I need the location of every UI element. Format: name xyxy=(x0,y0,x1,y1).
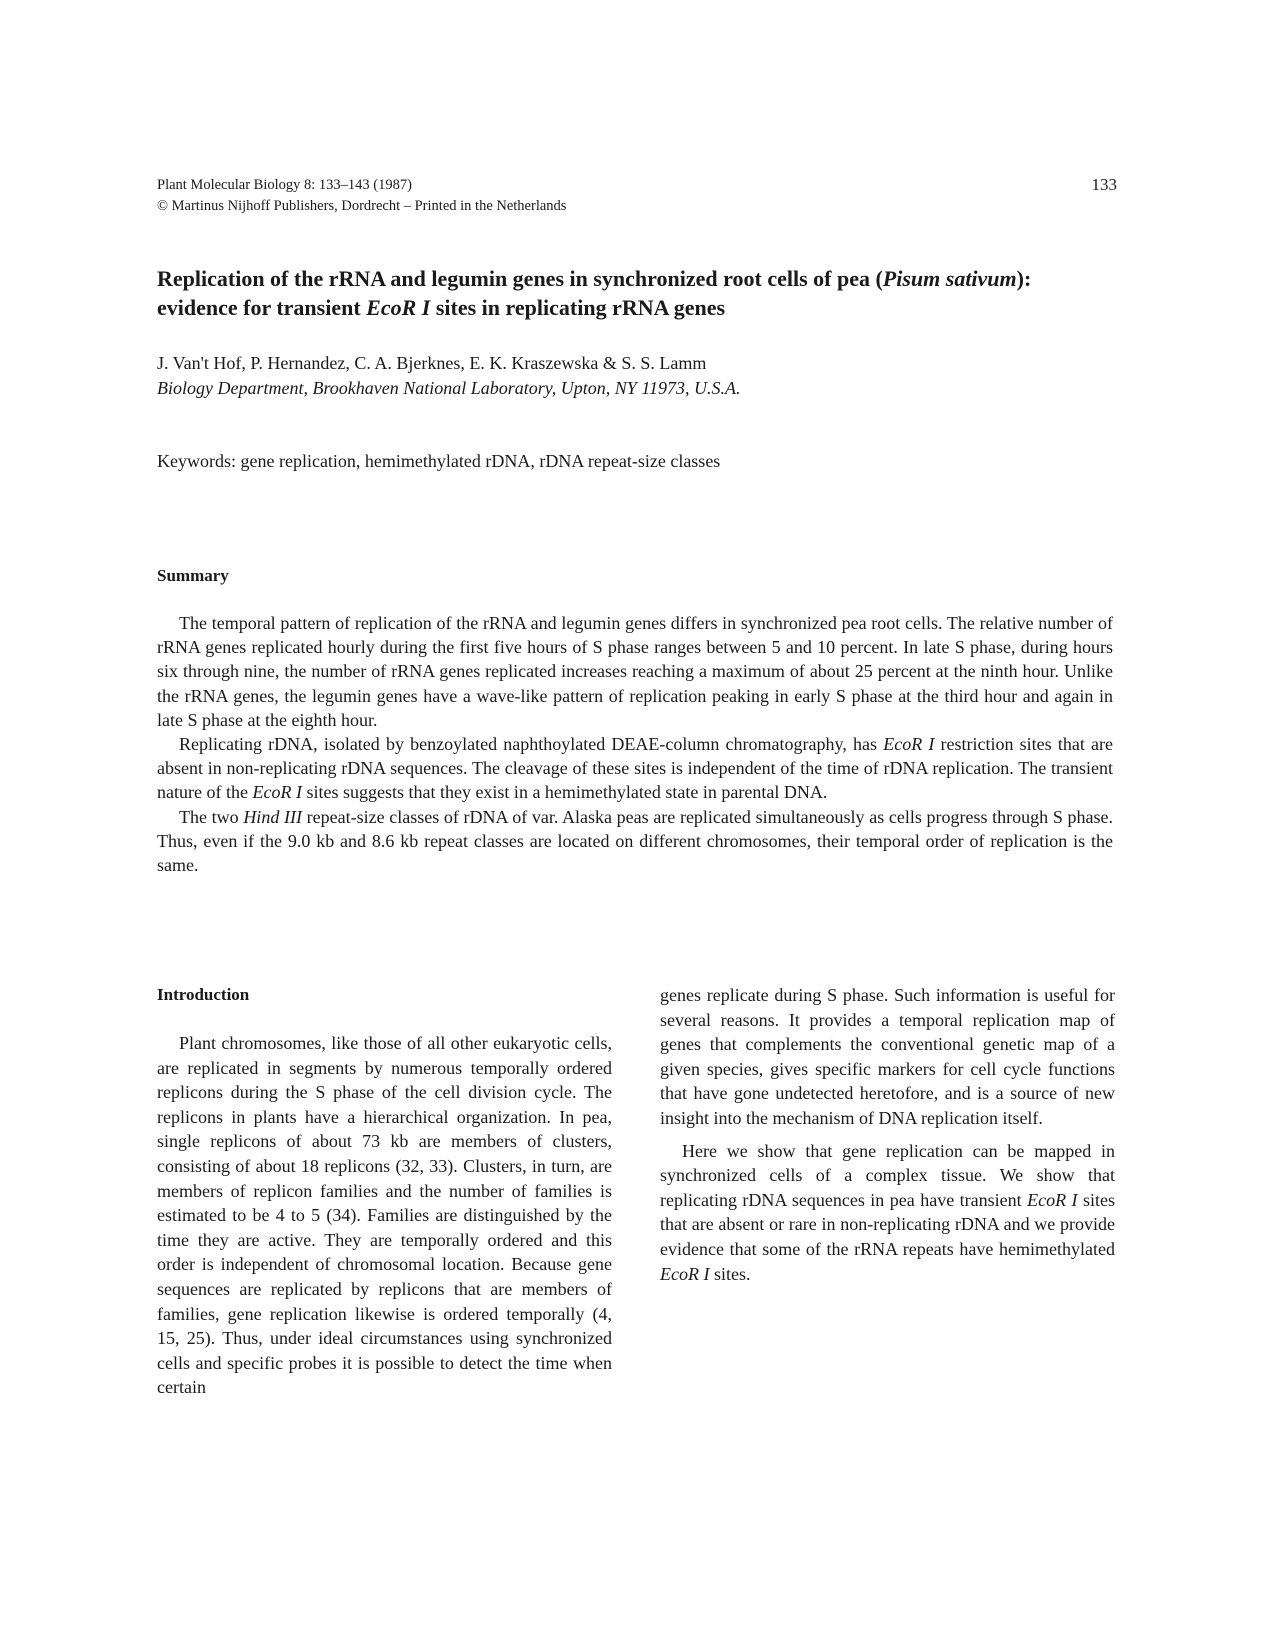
summary-paragraph-3 xyxy=(157,805,1113,878)
intro-paragraph-1: Plant chromosomes, like those of all other eukaryotic cells, are replicated in segments by numerous temporally ordered replicons during the S phase of the cell division cycle. The replicons in plants have a hierarchical organization. In pea, single replicons of about 73 kb are members of clusters, consisting of about 18 replicons (32, 33). Clusters, in turn, are members of replicon families and the number of families is estimated to be 4 to 5 (34). Families are distinguished by the time they are active. They are temporally ordered and this order is independent of chromosomal location. Because gene sequences are replicated by replicons that are members of families, gene replication likewise is ordered temporally (4, 15, 25). Thus, under ideal circumstances using synchronized cells and specific probes it is possible to detect the time when certain xyxy=(157,1033,612,1398)
title-species: Pisum sativum xyxy=(882,266,1017,291)
summary-p3-text-a: The two xyxy=(179,806,244,827)
title-text-1: Replication of the rRNA and legumin genes in synchronized root cells of pea ( xyxy=(157,266,883,291)
title-enzyme: EcoR I xyxy=(366,295,431,320)
summary-p2-enzyme-1: EcoR I xyxy=(883,734,935,755)
intro-p2-text-b: sites that are absent or rare in non-replicating rDNA and we provide evidence that some of the rRNA repeats have hemimethylated xyxy=(660,1189,1115,1259)
intro-p2-text-c: sites. xyxy=(709,1263,751,1284)
introduction-heading: Introduction xyxy=(157,985,250,1004)
journal-line-1: Plant Molecular Biology 8: 133–143 (1987) xyxy=(157,177,412,193)
summary-p2-text-a: Replicating rDNA, isolated by benzoylated naphthoylated DEAE-column chromatography, has xyxy=(179,734,884,755)
summary-p2-enzyme-2: EcoR I xyxy=(252,782,302,803)
article-title xyxy=(157,264,1117,322)
intro-p2-text-a: Here we show that gene replication can be mapped in synchronized cells of a complex tissue. We show that replicating rDNA sequences in pea have transient xyxy=(660,1140,1115,1210)
keywords: Keywords: gene replication, hemimethylated rDNA, rDNA repeat-size classes xyxy=(157,451,721,471)
affiliation: Biology Department, Brookhaven National Laboratory, Upton, NY 11973, U.S.A. xyxy=(157,378,741,398)
title-text-3: sites in replicating rRNA genes xyxy=(430,295,726,320)
intro-paragraph-2 xyxy=(660,1139,1115,1287)
introduction-left-column xyxy=(157,1031,612,1400)
title-text-2: ): evidence for transient xyxy=(157,266,1032,320)
summary-body xyxy=(157,611,1113,877)
summary-heading: Summary xyxy=(157,566,229,585)
authors: J. Van't Hof, P. Hernandez, C. A. Bjerknes, E. K. Kraszewska & S. S. Lamm xyxy=(157,353,707,373)
journal-citation xyxy=(157,175,566,217)
intro-p2-enzyme-2: EcoR I xyxy=(660,1263,710,1284)
intro-p2-enzyme-1: EcoR I xyxy=(1027,1189,1078,1210)
summary-paragraph-1: The temporal pattern of replication of the rRNA and legumin genes differs in synchronized pea root cells. The relative number of rRNA genes replicated hourly during the first five hours of S phase ranges between 5 and 10 percent. In late S phase, during hours six through nine, the number of rRNA genes replicated increases reaching a maximum of about 25 percent at the ninth hour. Unlike the rRNA genes, the legumin genes have a wave-like pattern of replication peaking in early S phase at the third hour and again in late S phase at the eighth hour. xyxy=(157,613,1113,730)
page-number: 133 xyxy=(1091,175,1117,194)
journal-line-2: © Martinus Nijhoff Publishers, Dordrecht – Printed in the Netherlands xyxy=(157,198,567,214)
introduction-right-column xyxy=(660,983,1115,1286)
summary-p3-enzyme: Hind III xyxy=(243,806,302,827)
summary-p2-text-b: restriction sites that are absent in non-replicating rDNA sequences. The cleavage of these sites is independent of the time of rDNA replication. The transient nature of the xyxy=(157,734,1113,803)
summary-p3-text-b: repeat-size classes of rDNA of var. Alaska peas are replicated simultaneously as cells progress through S phase. Thus, even if the 9.0 kb and 8.6 kb repeat classes are located on different chromosomes, their temporal order of replication is the same. xyxy=(157,806,1113,876)
summary-paragraph-2 xyxy=(157,732,1113,805)
summary-p2-text-c: sites suggests that they exist in a hemimethylated state in parental DNA. xyxy=(301,782,828,803)
intro-paragraph-1-continued: genes replicate during S phase. Such information is useful for several reasons. It provides a temporal replication map of genes that complements the conventional genetic map of a given species, gives specific markers for cell cycle functions that have gone undetected heretofore, and is a source of new insight into the mechanism of DNA replication itself. xyxy=(660,985,1115,1128)
